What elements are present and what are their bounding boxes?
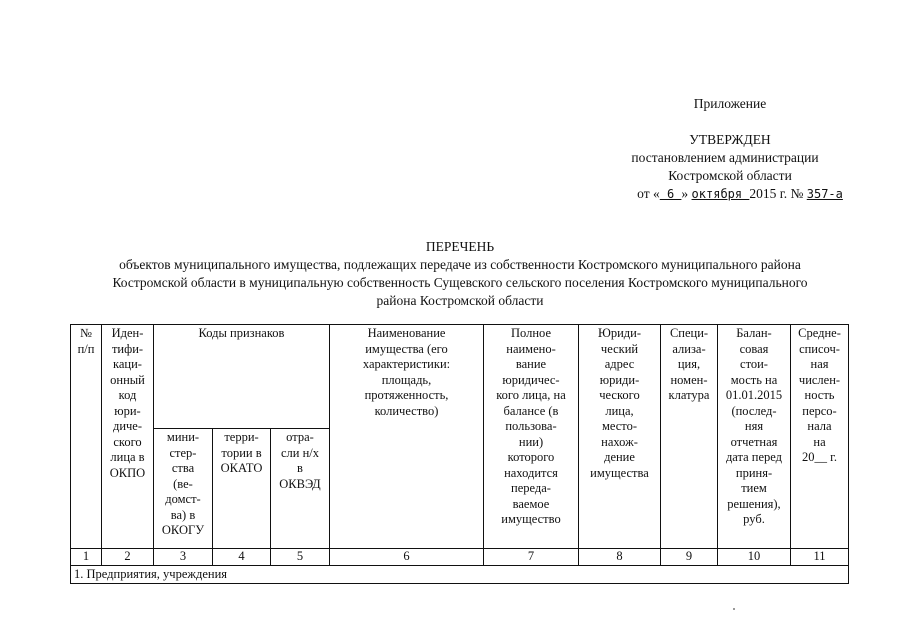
property-table (70, 324, 849, 584)
header-okved: отра- сли н/х в ОКВЭД (271, 429, 330, 549)
column-number: 3 (154, 549, 213, 566)
column-number: 6 (330, 549, 484, 566)
header-staff-count: Средне- списоч- ная числен- ность персо- нала на 20__ г. (791, 325, 849, 549)
column-number: 9 (661, 549, 718, 566)
header-specialization: Специ- ализа- ция, номен- клатура (661, 325, 718, 549)
column-number: 2 (102, 549, 154, 566)
document-title (60, 238, 860, 310)
column-number: 7 (484, 549, 579, 566)
header-legal-entity: Полное наимено- вание юридичес- кого лица, на балансе (в пользова- нии) которого находится переда- ваемое имущество (484, 325, 579, 549)
date-year: 2015 г. № (749, 186, 807, 201)
approved-label: УТВЕРЖДЕН (689, 132, 771, 147)
column-number: 8 (579, 549, 661, 566)
header-address: Юриди- ческий адрес юриди- ческого лица, место- нахож- дение имущества (579, 325, 661, 549)
header-okato: терри- тории в ОКАТО (213, 429, 271, 549)
region-line: Костромской области (668, 168, 792, 183)
column-number: 10 (718, 549, 791, 566)
date-month: октября (691, 187, 750, 201)
annex-label: Приложение (693, 96, 767, 111)
resolution-date (560, 185, 880, 203)
header-book-value: Балан- совая стои- мость на 01.01.2015 (послед- няя отчетная дата перед приня- тием решения), руб. (718, 325, 791, 549)
header-codes-group: Коды признаков (154, 325, 330, 429)
section-heading-enterprises: 1. Предприятия, учреждения (71, 565, 849, 584)
column-number: 11 (791, 549, 849, 566)
date-prefix: от « (637, 186, 660, 201)
title-line-3: района Костромской области (376, 293, 544, 308)
column-number: 1 (71, 549, 102, 566)
date-mid: » (681, 186, 692, 201)
title-heading: ПЕРЕЧЕНЬ (425, 239, 495, 254)
approval-block (560, 95, 880, 203)
header-row-number: № п/п (71, 325, 102, 549)
header-okpo: Иден- тифи- каци- онный код юри- диче- ского лица в ОКПО (102, 325, 154, 549)
date-day: 6 (659, 187, 682, 201)
column-number-row (71, 549, 849, 566)
column-number: 4 (213, 549, 271, 566)
header-okogu: мини- стер- ства (ве- домст- ва) в ОКОГУ (154, 429, 213, 549)
title-line-2: Костромской области в муниципальную собственность Сущевского сельского поселения Костромского муниципального (112, 275, 808, 290)
title-line-1: объектов муниципального имущества, подлежащих передаче из собственности Костромского муниципального района (119, 257, 801, 272)
header-property-name: Наименование имущества (его характеристики: площадь, протяженность, количество) (330, 325, 484, 549)
scan-speck (733, 608, 735, 610)
column-number: 5 (271, 549, 330, 566)
resolution-line: постановлением администрации (631, 150, 819, 165)
date-number: 357-а (806, 187, 843, 201)
